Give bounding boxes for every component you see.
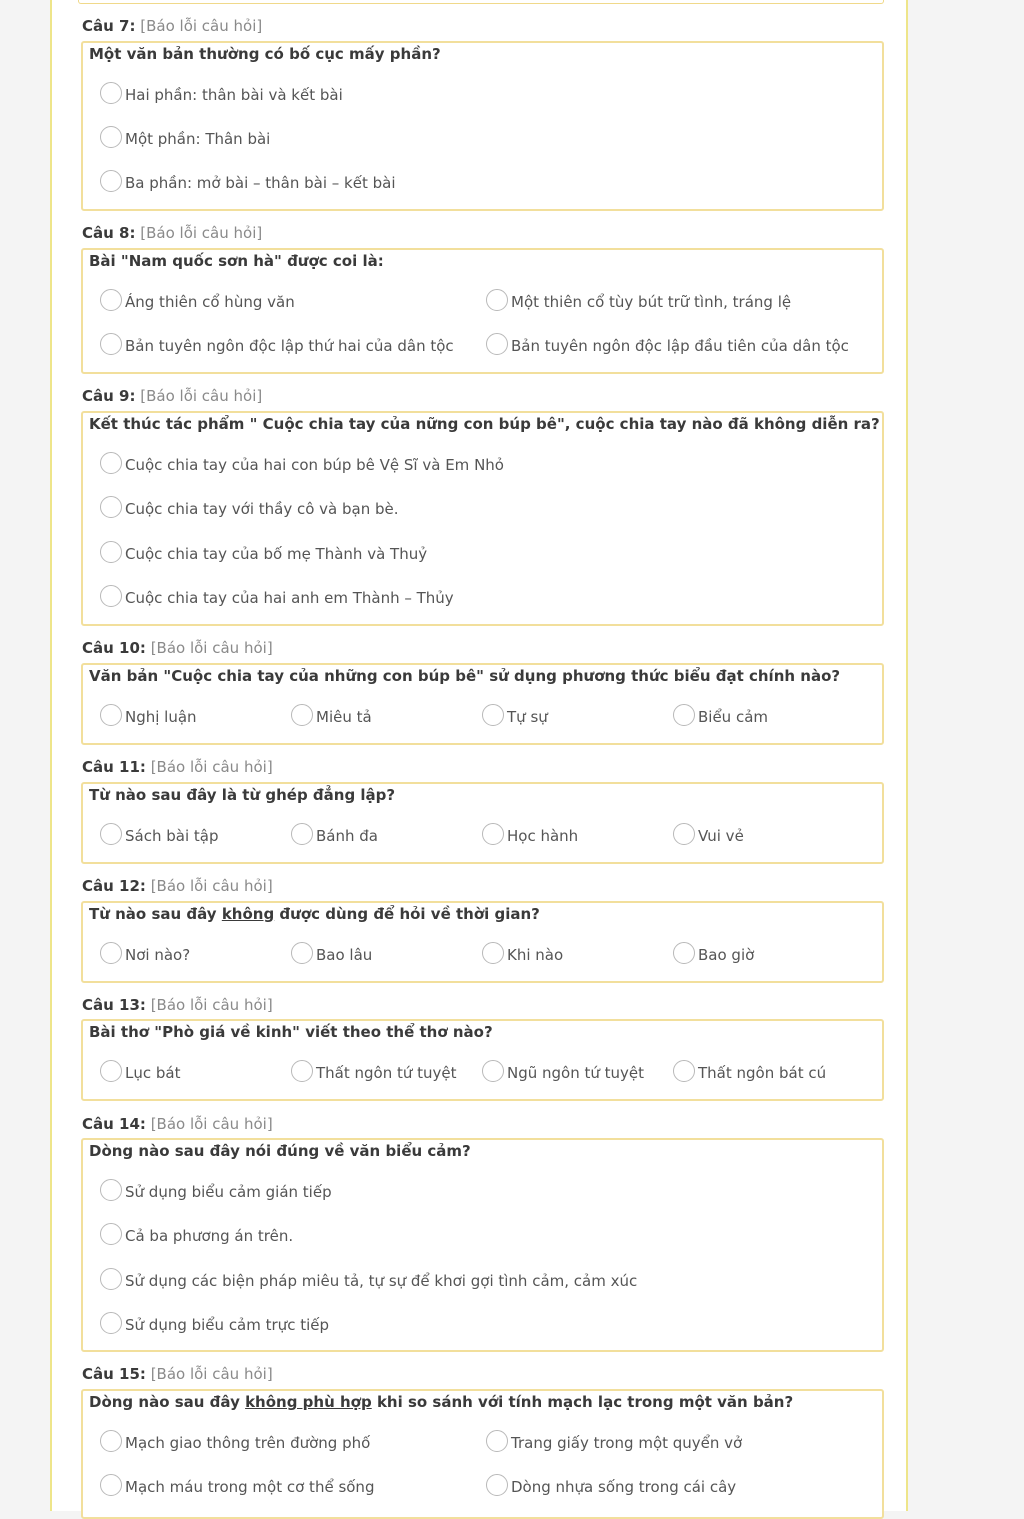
option-label: Thất ngôn bát cú bbox=[698, 1064, 827, 1082]
question-text: Bài thơ "Phò giá về kinh" viết theo thể thơ nào? bbox=[89, 1023, 493, 1041]
radio-button[interactable] bbox=[673, 1060, 695, 1082]
radio-button[interactable] bbox=[100, 1312, 122, 1334]
radio-button[interactable] bbox=[291, 704, 313, 726]
radio-button[interactable] bbox=[100, 823, 122, 845]
radio-button[interactable] bbox=[100, 1474, 122, 1496]
option-label: Cuộc chia tay với thầy cô và bạn bè. bbox=[125, 500, 399, 518]
option-label: Sử dụng biểu cảm gián tiếp bbox=[125, 1183, 332, 1201]
question-header bbox=[82, 876, 273, 896]
question-text-start: Dòng nào sau đây bbox=[89, 1393, 246, 1411]
radio-button[interactable] bbox=[100, 289, 122, 311]
option-label: Bản tuyên ngôn độc lập đầu tiên của dân tộc bbox=[511, 337, 849, 355]
question-text: Một văn bản thường có bố cục mấy phần? bbox=[89, 45, 441, 63]
question-number: Câu 9: bbox=[82, 387, 136, 405]
option-label: Mạch giao thông trên đường phố bbox=[125, 1434, 371, 1452]
option-label: Trang giấy trong một quyển vở bbox=[511, 1434, 743, 1452]
question-text: Từ nào sau đây là từ ghép đẳng lập? bbox=[89, 786, 396, 804]
report-question-link[interactable]: [Báo lỗi câu hỏi] bbox=[150, 1115, 273, 1133]
radio-button[interactable] bbox=[291, 1060, 313, 1082]
question-box bbox=[81, 782, 884, 864]
report-question-link[interactable]: [Báo lỗi câu hỏi] bbox=[150, 758, 273, 776]
question-box bbox=[81, 1019, 884, 1101]
option-label: Cuộc chia tay của bố mẹ Thành và Thuỷ bbox=[125, 545, 428, 563]
option-label: Áng thiên cổ hùng văn bbox=[125, 293, 295, 311]
radio-button[interactable] bbox=[482, 942, 504, 964]
report-question-link[interactable]: [Báo lỗi câu hỏi] bbox=[150, 877, 273, 895]
question-number: Câu 11: bbox=[82, 758, 146, 776]
radio-button[interactable] bbox=[100, 452, 122, 474]
report-question-link[interactable]: [Báo lỗi câu hỏi] bbox=[140, 387, 263, 405]
option-label: Tự sự bbox=[507, 708, 548, 726]
option-label: Cuộc chia tay của hai con búp bê Vệ Sĩ và Em Nhỏ bbox=[125, 456, 504, 474]
radio-button[interactable] bbox=[486, 333, 508, 355]
question-number: Câu 15: bbox=[82, 1365, 146, 1383]
option-label: Nơi nào? bbox=[125, 946, 191, 964]
radio-button[interactable] bbox=[100, 170, 122, 192]
option-label: Biểu cảm bbox=[698, 708, 769, 726]
question-header bbox=[82, 1114, 273, 1134]
radio-button[interactable] bbox=[100, 82, 122, 104]
radio-button[interactable] bbox=[100, 1179, 122, 1201]
option-label: Sách bài tập bbox=[125, 827, 219, 845]
option-label: Khi nào bbox=[507, 946, 564, 964]
option-label: Miêu tả bbox=[316, 708, 372, 726]
question-header bbox=[82, 1364, 273, 1384]
question-number: Câu 13: bbox=[82, 996, 146, 1014]
radio-button[interactable] bbox=[486, 1474, 508, 1496]
option-label: Mạch máu trong một cơ thể sống bbox=[125, 1478, 375, 1496]
question-header bbox=[82, 223, 262, 243]
question-box bbox=[81, 663, 884, 745]
question-header bbox=[82, 638, 273, 658]
radio-button[interactable] bbox=[100, 126, 122, 148]
option-label: Thất ngôn tứ tuyệt bbox=[316, 1064, 457, 1082]
question-text-end: khi so sánh với tính mạch lạc trong một văn bản? bbox=[371, 1393, 794, 1411]
question-box bbox=[81, 248, 884, 374]
option-label: Cả ba phương án trên. bbox=[125, 1227, 294, 1245]
question-header bbox=[82, 995, 273, 1015]
question-text-emphasis: không bbox=[221, 905, 275, 923]
question-header bbox=[82, 16, 262, 36]
radio-button[interactable] bbox=[673, 823, 695, 845]
radio-button[interactable] bbox=[100, 1060, 122, 1082]
question-number: Câu 10: bbox=[82, 639, 146, 657]
radio-button[interactable] bbox=[482, 823, 504, 845]
question-box bbox=[81, 41, 884, 211]
question-box bbox=[81, 411, 884, 626]
question-text: Văn bản "Cuộc chia tay của những con búp bê" sử dụng phương thức biểu đạt chính nào? bbox=[89, 667, 841, 685]
question-text-end: được dùng để hỏi về thời gian? bbox=[274, 905, 540, 923]
option-label: Bao lâu bbox=[316, 946, 373, 964]
question-box bbox=[81, 901, 884, 983]
option-label: Bánh đa bbox=[316, 827, 378, 845]
question-text: Kết thúc tác phẩm " Cuộc chia tay của nững con búp bê", cuộc chia tay nào đã không diễn ra? bbox=[89, 415, 880, 433]
radio-button[interactable] bbox=[486, 289, 508, 311]
question-text bbox=[89, 905, 540, 923]
option-label: Lục bát bbox=[125, 1064, 181, 1082]
option-label: Cuộc chia tay của hai anh em Thành – Thủy bbox=[125, 589, 454, 607]
option-label: Bao giờ bbox=[698, 946, 755, 964]
option-label: Nghị luận bbox=[125, 708, 197, 726]
option-label: Sử dụng biểu cảm trực tiếp bbox=[125, 1316, 330, 1334]
option-label: Hai phần: thân bài và kết bài bbox=[125, 86, 343, 104]
radio-button[interactable] bbox=[100, 1223, 122, 1245]
radio-button[interactable] bbox=[100, 704, 122, 726]
radio-button[interactable] bbox=[486, 1430, 508, 1452]
report-question-link[interactable]: [Báo lỗi câu hỏi] bbox=[150, 639, 273, 657]
option-label: Bản tuyên ngôn độc lập thứ hai của dân tộc bbox=[125, 337, 454, 355]
option-label: Ngũ ngôn tứ tuyệt bbox=[507, 1064, 645, 1082]
question-header bbox=[82, 386, 262, 406]
radio-button[interactable] bbox=[482, 1060, 504, 1082]
option-label: Một thiên cổ tùy bút trữ tình, tráng lệ bbox=[511, 293, 792, 311]
question-text-emphasis: không phù hợp bbox=[245, 1393, 372, 1411]
question-box bbox=[81, 1389, 884, 1519]
question-box bbox=[81, 1138, 884, 1352]
radio-button[interactable] bbox=[100, 585, 122, 607]
question-text: Bài "Nam quốc sơn hà" được coi là: bbox=[89, 252, 384, 270]
option-label: Sử dụng các biện pháp miêu tả, tự sự để khơi gợi tình cảm, cảm xúc bbox=[125, 1272, 638, 1290]
radio-button[interactable] bbox=[100, 1268, 122, 1290]
radio-button[interactable] bbox=[673, 942, 695, 964]
radio-button[interactable] bbox=[100, 333, 122, 355]
radio-button[interactable] bbox=[291, 942, 313, 964]
report-question-link[interactable]: [Báo lỗi câu hỏi] bbox=[140, 224, 263, 242]
radio-button[interactable] bbox=[100, 496, 122, 518]
option-label: Dòng nhựa sống trong cái cây bbox=[511, 1478, 737, 1496]
report-question-link[interactable]: [Báo lỗi câu hỏi] bbox=[140, 17, 263, 35]
option-label: Vui vẻ bbox=[698, 827, 744, 845]
radio-button[interactable] bbox=[100, 1430, 122, 1452]
option-label: Học hành bbox=[507, 827, 579, 845]
radio-button[interactable] bbox=[673, 704, 695, 726]
question-number: Câu 12: bbox=[82, 877, 146, 895]
report-question-link[interactable]: [Báo lỗi câu hỏi] bbox=[150, 996, 273, 1014]
previous-question-box-edge bbox=[78, 0, 884, 4]
question-header bbox=[82, 757, 273, 777]
report-question-link[interactable]: [Báo lỗi câu hỏi] bbox=[150, 1365, 273, 1383]
question-number: Câu 8: bbox=[82, 224, 136, 242]
question-number: Câu 14: bbox=[82, 1115, 146, 1133]
radio-button[interactable] bbox=[482, 704, 504, 726]
question-text bbox=[89, 1393, 793, 1411]
radio-button[interactable] bbox=[100, 942, 122, 964]
question-text-start: Từ nào sau đây bbox=[89, 905, 222, 923]
option-label: Ba phần: mở bài – thân bài – kết bài bbox=[125, 174, 396, 192]
question-text: Dòng nào sau đây nói đúng về văn biểu cảm? bbox=[89, 1142, 471, 1160]
radio-button[interactable] bbox=[291, 823, 313, 845]
option-label: Một phần: Thân bài bbox=[125, 130, 271, 148]
question-number: Câu 7: bbox=[82, 17, 136, 35]
radio-button[interactable] bbox=[100, 541, 122, 563]
